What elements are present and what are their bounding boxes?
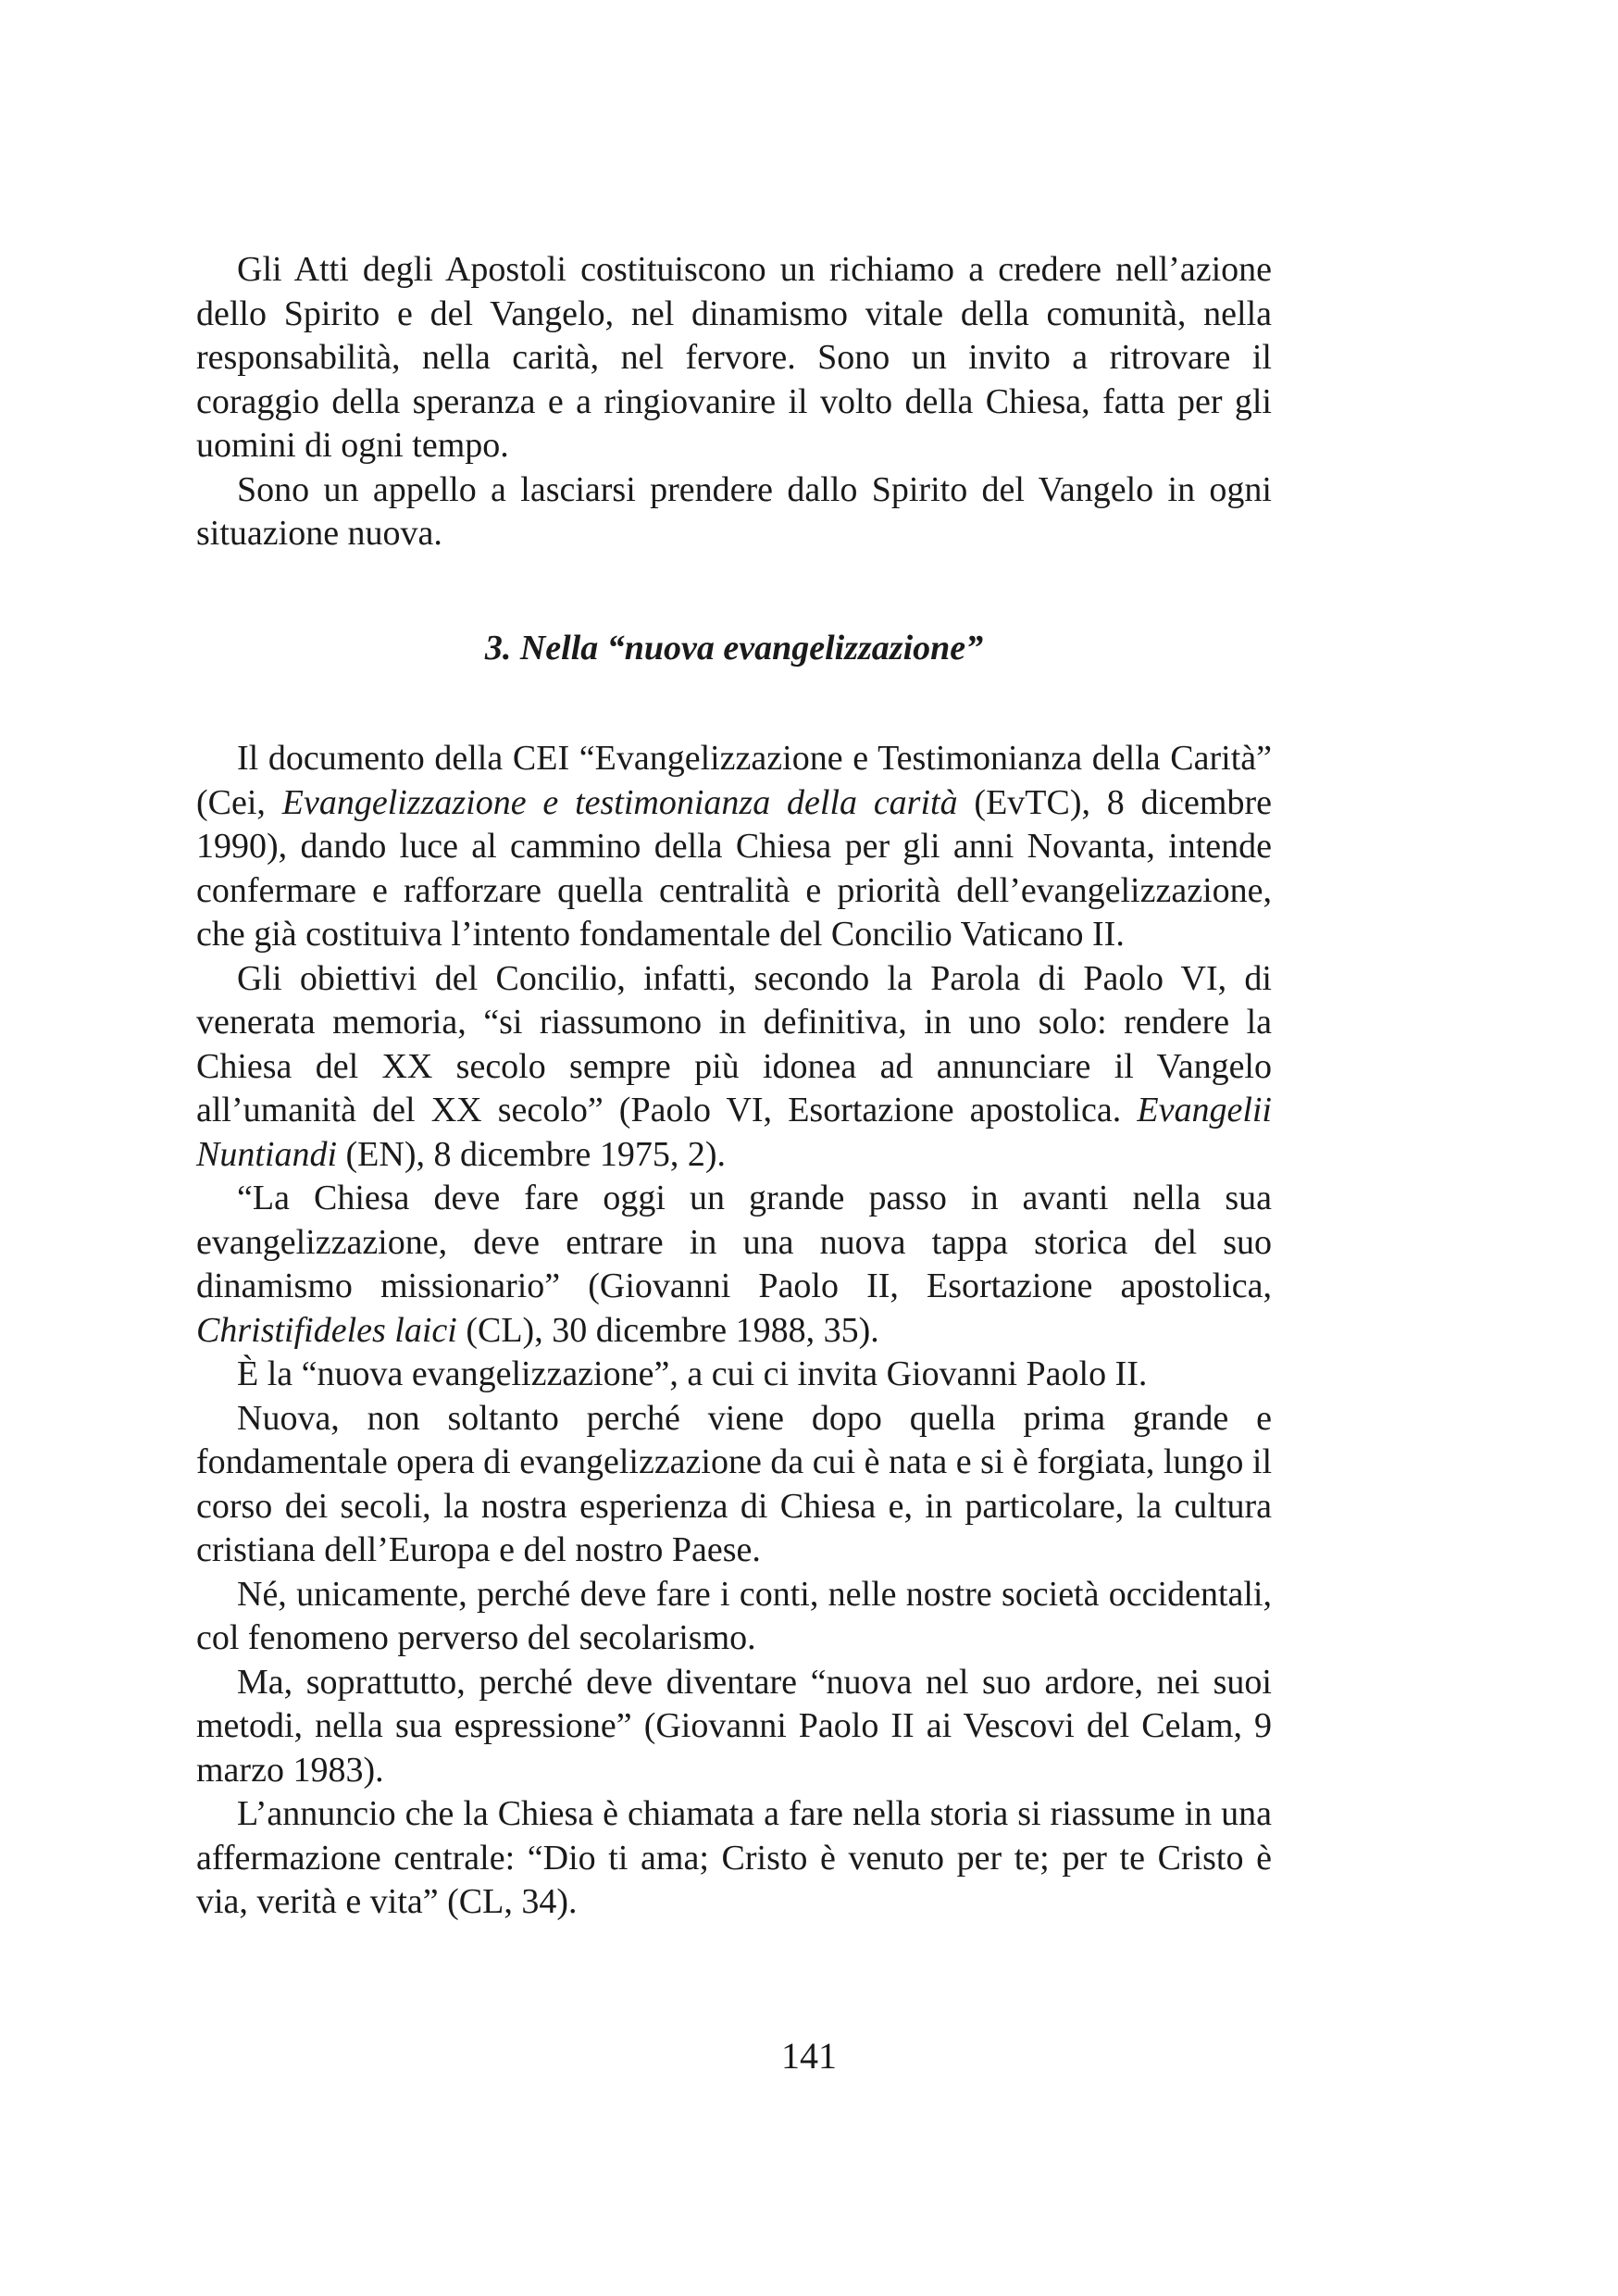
paragraph-text: “La Chiesa deve fare oggi un grande passo in avanti nella sua evangelizzazione, deve entrare in una nuova tappa storica del suo dinamismo missionario” (Giovanni Paolo II, Esortazione apostolica, bbox=[196, 1179, 1272, 1305]
section-paragraph-6: Né, unicamente, perché deve fare i conti, nelle nostre società occidentali, col fenomeno perverso del secolarismo. bbox=[196, 1574, 1272, 1657]
document-title-italic: Evangelizzazione e testimonianza della carità bbox=[281, 782, 958, 822]
paragraph-text: (EvTC), 8 dicembre 1990), dando luce al cammino della Chiesa per gli anni Novanta, intende confermare e rafforzare quella centralità e priorità dell’evangelizzazione, che già costituiva l’intento fondamentale del Concilio Vaticano II. bbox=[196, 782, 1272, 954]
paragraph-text: Gli obiettivi del Concilio, infatti, secondo la Parola di Paolo VI, di venerata memoria, “si riassumono in definitiva, in uno solo: rendere la Chiesa del XX secolo sempre più idonea ad annunciare il Vangelo all’umanità del XX secolo” (Paolo VI, Esortazione apostolica. bbox=[196, 958, 1272, 1129]
paragraph-text: (EN), 8 dicembre 1975, 2). bbox=[337, 1134, 727, 1174]
paragraph-text: Il documento della CEI “Evangelizzazione e Testimonianza della Carità” (Cei, bbox=[196, 739, 1272, 822]
section-paragraph-4: È la “nuova evangelizzazione”, a cui ci invita Giovanni Paolo II. bbox=[237, 1354, 1148, 1393]
document-title-italic: Evangelii Nuntiandi bbox=[196, 1091, 1272, 1174]
intro-paragraph-1: Gli Atti degli Apostoli costituiscono un richiamo a credere nell’azione dello Spirito e del Vangelo, nel dinamismo vitale della comunità, nella responsabilità, nella carità, nel fervore. Sono un invito a ritrovare il coraggio della speranza e a ringiovanire il volto della Chiesa, fatta per gli uomini di ogni tempo. bbox=[196, 250, 1272, 465]
section-paragraph-3 bbox=[196, 1177, 1272, 1353]
section-paragraph-7: Ma, soprattutto, perché deve diventare “nuova nel suo ardore, nei suoi metodi, nella sua espressione” (Giovanni Paolo II ai Vescovi del Celam, 9 marzo 1983). bbox=[196, 1662, 1272, 1790]
page-body bbox=[196, 248, 1272, 1925]
paragraph-text: (CL), 30 dicembre 1988, 35). bbox=[456, 1310, 879, 1350]
section-paragraph-8: L’annuncio che la Chiesa è chiamata a fare nella storia si riassume in una affermazione centrale: “Dio ti ama; Cristo è venuto per te; per te Cristo è via, verità e vita” (CL, 34). bbox=[196, 1794, 1272, 1921]
intro-paragraph-2: Sono un appello a lasciarsi prendere dallo Spirito del Vangelo in ogni situazione nuova. bbox=[196, 469, 1272, 553]
document-title-italic: Christifideles laici bbox=[196, 1310, 457, 1350]
page-number: 141 bbox=[781, 2035, 837, 2077]
section-heading: 3. Nella “nuova evangelizzazione” bbox=[484, 628, 984, 668]
section-paragraph-2 bbox=[196, 957, 1272, 1178]
section-paragraph-1 bbox=[196, 737, 1272, 957]
section-paragraph-5: Nuova, non soltanto perché viene dopo quella prima grande e fondamentale opera di evangelizzazione da cui è nata e si è forgiata, lungo il corso dei secoli, la nostra esperienza di Chiesa e, in particolare, la cultura cristiana dell’Europa e del nostro Paese. bbox=[196, 1398, 1273, 1569]
